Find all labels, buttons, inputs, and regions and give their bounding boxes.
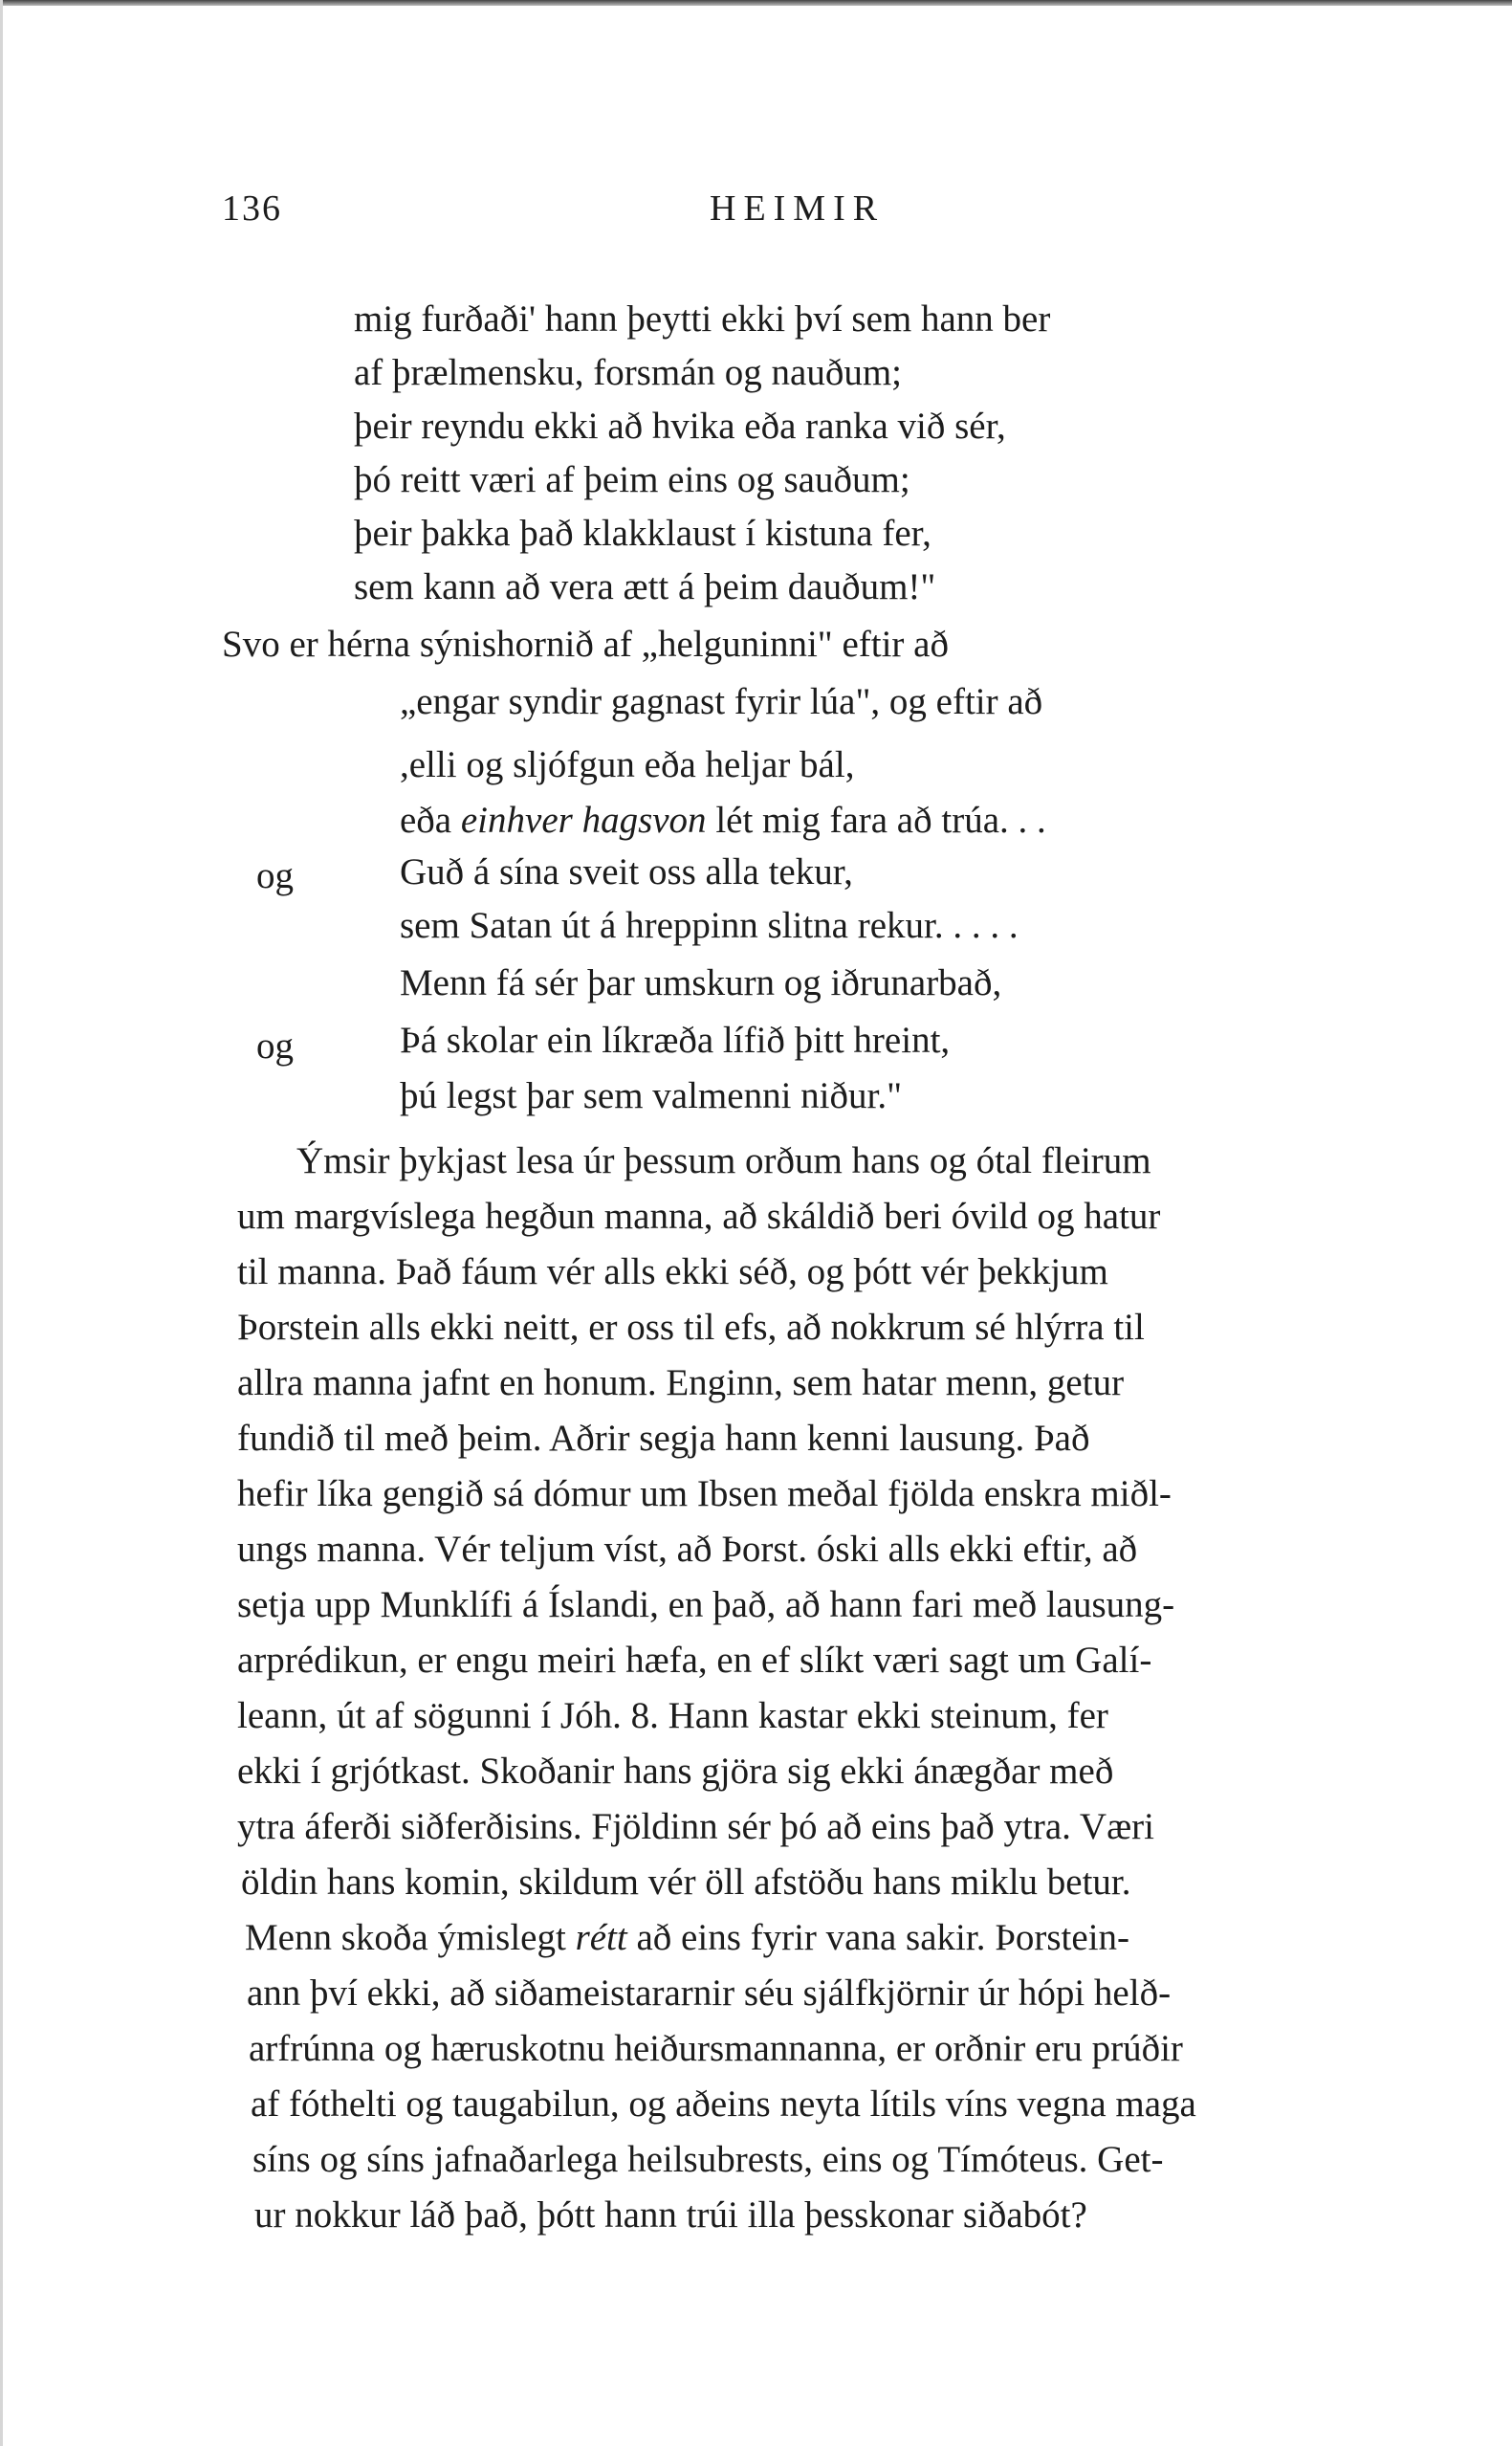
margin-word: og — [256, 1025, 294, 1067]
running-head: HEIMIR — [710, 188, 886, 229]
poem-line: sem kann að vera ætt á þeim dauðum!" — [354, 566, 936, 607]
paragraph-line: arprédikun, er engu meiri hæfa, en ef slíkt væri sagt um Galí- — [237, 1640, 1152, 1681]
paragraph-line: allra manna jafnt en honum. Enginn, sem hatar menn, getur — [237, 1362, 1125, 1403]
paragraph-line: öldin hans komin, skildum vér öll afstöðu hans miklu betur. — [241, 1862, 1131, 1903]
poem-line: mig furðaði' hann þeytti ekki því sem hann ber — [354, 298, 1051, 340]
paragraph-line — [245, 1911, 1129, 1965]
paragraph-line: til manna. Það fáum vér alls ekki séð, og þótt vér þekkjum — [237, 1251, 1108, 1292]
poem-line: þú legst þar sem valmenni niður." — [400, 1075, 902, 1116]
page-number: 136 — [222, 188, 282, 229]
paragraph-line: fundið til með þeim. Aðrir segja hann kenni lausung. Það — [237, 1418, 1090, 1459]
paragraph-line: ytra áferði siðferðisins. Fjöldinn sér þó að eins það ytra. Væri — [237, 1806, 1154, 1847]
paragraph-line: ekki í grjótkast. Skoðanir hans gjöra sig ekki ánægðar með — [237, 1751, 1114, 1792]
poem-line-prefix: eða — [400, 800, 461, 841]
poem-line: þeir þakka það klakklaust í kistuna fer, — [354, 513, 931, 554]
paragraph-line: ur nokkur láð það, þótt hann trúi illa þesskonar siðabót? — [254, 2194, 1087, 2236]
poem-line: Guð á sína sveit oss alla tekur, — [400, 851, 853, 892]
paragraph-line: ann því ekki, að siðameistararnir séu sjálfkjörnir úr hópi helð- — [247, 1972, 1172, 2014]
paragraph-line: leann, út af sögunni í Jóh. 8. Hann kastar ekki steinum, fer — [237, 1695, 1108, 1736]
poem-italic-phrase: einhver hagsvon — [460, 800, 707, 841]
intro-line: Svo er hérna sýnishornið af „helguninni" eftir að — [222, 624, 949, 665]
page-edge-left — [0, 0, 3, 2446]
poem-line: ,elli og sljófgun eða heljar bál, — [400, 744, 855, 785]
paragraph-line: ungs manna. Vér teljum víst, að Þorst. óski alls ekki eftir, að — [237, 1529, 1138, 1570]
poem-line: sem Satan út á hreppinn slitna rekur. . . . . — [400, 905, 1019, 946]
paragraph-line: Þorstein alls ekki neitt, er oss til efs, að nokkrum sé hlýrra til — [237, 1307, 1145, 1348]
poem-line: þó reitt væri af þeim eins og sauðum; — [354, 459, 910, 500]
paragraph-line-prefix: Menn skoða ýmislegt — [245, 1917, 576, 1958]
paragraph-line: Ýmsir þykjast lesa úr þessum orðum hans og ótal fleirum — [296, 1140, 1151, 1181]
intro-line: „engar syndir gagnast fyrir lúa", og eftir að — [400, 681, 1043, 722]
page-edge-top — [0, 0, 1512, 6]
poem-line — [400, 794, 1046, 848]
poem-line: þeir reyndu ekki að hvika eða ranka við sér, — [354, 406, 1006, 447]
poem-line: Menn fá sér þar umskurn og iðrunarbað, — [400, 962, 1002, 1003]
page-header — [222, 187, 1178, 235]
paragraph-line: arfrúnna og hæruskotnu heiðursmannanna, er orðnir eru prúðir — [249, 2028, 1183, 2069]
paragraph-line: setja upp Munklífi á Íslandi, en það, að hann fari með lausung- — [237, 1584, 1175, 1625]
paragraph-line: um margvíslega hegðun manna, að skáldið beri óvild og hatur — [237, 1196, 1161, 1237]
poem-line: Þá skolar ein líkræða lífið þitt hreint, — [400, 1020, 951, 1061]
paragraph-line: síns og síns jafnaðarlega heilsubrests, eins og Tímóteus. Get- — [252, 2139, 1164, 2180]
poem-line: af þrælmensku, forsmán og nauðum; — [354, 352, 902, 393]
paragraph-line-suffix: að eins fyrir vana sakir. Þorstein- — [626, 1917, 1130, 1958]
paragraph-italic-word: rétt — [575, 1917, 627, 1958]
paragraph-line: hefir líka gengið sá dómur um Ibsen meðal fjölda enskra miðl- — [237, 1473, 1172, 1514]
paragraph-line: af fóthelti og taugabilun, og aðeins neyta lítils víns vegna maga — [251, 2083, 1196, 2125]
poem-line-suffix: lét mig fara að trúa. . . — [706, 800, 1046, 841]
margin-word: og — [256, 855, 294, 896]
